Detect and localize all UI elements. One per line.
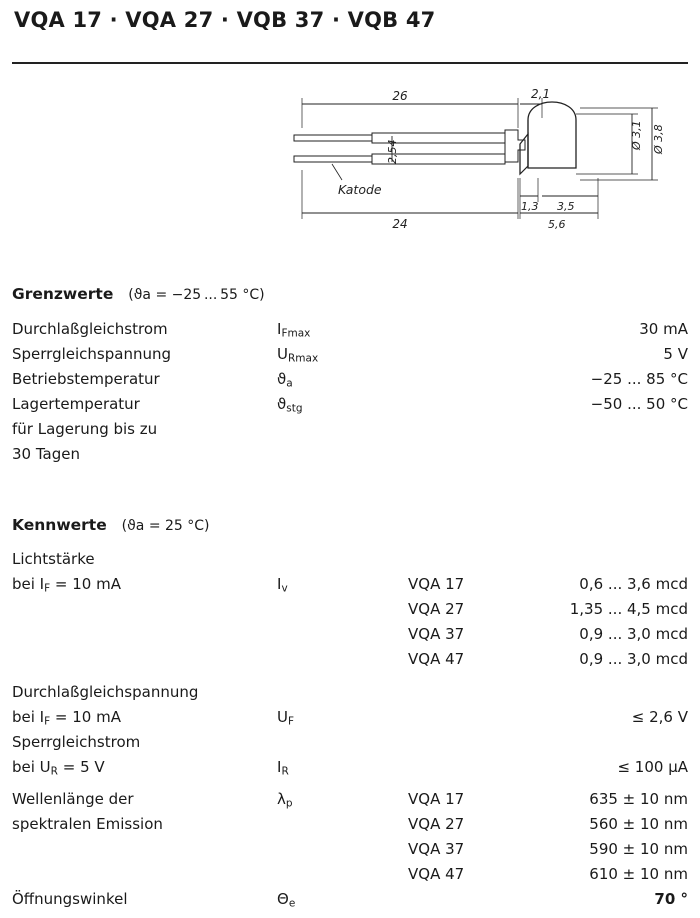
symbol-main: I — [277, 758, 282, 776]
dim-dia-outer: Ø 3,8 — [652, 124, 665, 154]
beam-angle-name: Öffnungswinkel — [12, 890, 128, 908]
wavelength-type: VQA 27 — [408, 815, 465, 833]
wavelength-symbol — [277, 790, 293, 809]
wavelength-name-line2: spektralen Emission — [12, 815, 163, 833]
component-drawing — [280, 78, 690, 260]
symbol-sub: a — [286, 377, 293, 390]
symbol-main: I — [277, 320, 282, 338]
beam-angle-symbol — [277, 890, 295, 909]
symbol-main: Θ — [277, 890, 289, 908]
dim-24: 24 — [392, 217, 408, 231]
luminous-value: 0,9 ... 3,0 mcd — [579, 625, 688, 643]
dim-21: 2,1 — [531, 87, 551, 101]
dim-56: 5,6 — [548, 218, 566, 231]
forward-voltage-symbol — [277, 708, 294, 727]
limits-heading-condition: (ϑa = −25 ... 55 °C) — [128, 287, 265, 303]
luminous-type: VQA 47 — [408, 650, 465, 668]
title-divider — [12, 62, 688, 64]
symbol-sub: F — [287, 715, 295, 728]
symbol-sub: Rmax — [287, 352, 319, 365]
symbol-main: ϑ — [277, 370, 287, 388]
forward-voltage-condition — [12, 708, 121, 727]
label-katode: Katode — [338, 182, 382, 197]
dim-26: 26 — [392, 89, 408, 103]
limit-row-value: −25 ... 85 °C — [590, 370, 688, 388]
dim-pitch: 2,54 — [386, 139, 399, 164]
beam-angle-value: 70 ° — [654, 890, 688, 908]
limit-row-name: Sperrgleichspannung — [12, 345, 171, 363]
symbol-main: ϑ — [277, 395, 287, 413]
limit-row-value: 5 V — [663, 345, 688, 363]
limits-note-line1: für Lagerung bis zu — [12, 420, 158, 438]
limits-heading-text: Grenzwerte — [12, 285, 114, 303]
characteristics-heading — [12, 516, 210, 534]
symbol-sub: p — [285, 797, 293, 810]
luminous-intensity-name: Lichtstärke — [12, 550, 95, 568]
luminous-value: 0,9 ... 3,0 mcd — [579, 650, 688, 668]
limit-row-name: Durchlaßgleichstrom — [12, 320, 168, 338]
luminous-type: VQA 27 — [408, 600, 465, 618]
page-title: VQA 17 · VQA 27 · VQB 37 · VQB 47 — [14, 8, 436, 32]
limit-row-value: 30 mA — [639, 320, 688, 338]
luminous-type: VQA 37 — [408, 625, 465, 643]
luminous-type: VQA 17 — [408, 575, 465, 593]
characteristics-heading-text: Kennwerte — [12, 516, 107, 534]
symbol-sub: R — [281, 765, 289, 778]
condition-suffix: = 5 V — [57, 758, 105, 776]
dim-35: 3,5 — [557, 200, 575, 213]
condition-suffix: = 10 mA — [50, 575, 121, 593]
wavelength-type: VQA 17 — [408, 790, 465, 808]
condition-prefix: bei I — [12, 575, 45, 593]
condition-sub: F — [44, 715, 51, 728]
symbol-main: U — [277, 708, 288, 726]
dim-13: 1,3 — [521, 200, 539, 213]
wavelength-name: Wellenlänge der — [12, 790, 134, 808]
characteristics-heading-condition: (ϑa = 25 °C) — [121, 518, 210, 534]
forward-voltage-name: Durchlaßgleichspannung — [12, 683, 199, 701]
limits-note-line2: 30 Tagen — [12, 445, 80, 463]
wavelength-value: 560 ± 10 nm — [589, 815, 688, 833]
wavelength-type: VQA 37 — [408, 840, 465, 858]
wavelength-value: 635 ± 10 nm — [589, 790, 688, 808]
limit-row-name: Betriebstemperatur — [12, 370, 160, 388]
symbol-sub: e — [288, 897, 296, 910]
condition-suffix: = 10 mA — [50, 708, 121, 726]
forward-voltage-value: ≤ 2,6 V — [631, 708, 688, 726]
limit-row-symbol — [277, 320, 310, 339]
dim-dia-inner: Ø 3,1 — [630, 120, 643, 150]
reverse-current-name: Sperrgleichstrom — [12, 733, 141, 751]
limit-row-name: Lagertemperatur — [12, 395, 140, 413]
limits-heading — [12, 285, 265, 303]
symbol-sub: v — [281, 582, 288, 595]
condition-sub: F — [44, 582, 51, 595]
luminous-intensity-condition — [12, 575, 121, 594]
reverse-current-value: ≤ 100 µA — [617, 758, 688, 776]
limit-row-symbol — [277, 395, 303, 414]
reverse-current-condition — [12, 758, 105, 777]
condition-prefix: bei U — [12, 758, 51, 776]
symbol-sub: Fmax — [281, 327, 311, 340]
luminous-intensity-symbol — [277, 575, 288, 594]
symbol-main: λ — [277, 790, 286, 808]
symbol-sub: stg — [286, 402, 303, 415]
limit-row-value: −50 ... 50 °C — [590, 395, 688, 413]
limit-row-symbol — [277, 370, 293, 389]
reverse-current-symbol — [277, 758, 289, 777]
wavelength-type: VQA 47 — [408, 865, 465, 883]
limit-row-symbol — [277, 345, 318, 364]
condition-sub: R — [50, 765, 58, 778]
wavelength-value: 590 ± 10 nm — [589, 840, 688, 858]
luminous-value: 0,6 ... 3,6 mcd — [579, 575, 688, 593]
wavelength-value: 610 ± 10 nm — [589, 865, 688, 883]
condition-prefix: bei I — [12, 708, 45, 726]
symbol-main: U — [277, 345, 288, 363]
luminous-value: 1,35 ... 4,5 mcd — [569, 600, 688, 618]
symbol-main: I — [277, 575, 282, 593]
